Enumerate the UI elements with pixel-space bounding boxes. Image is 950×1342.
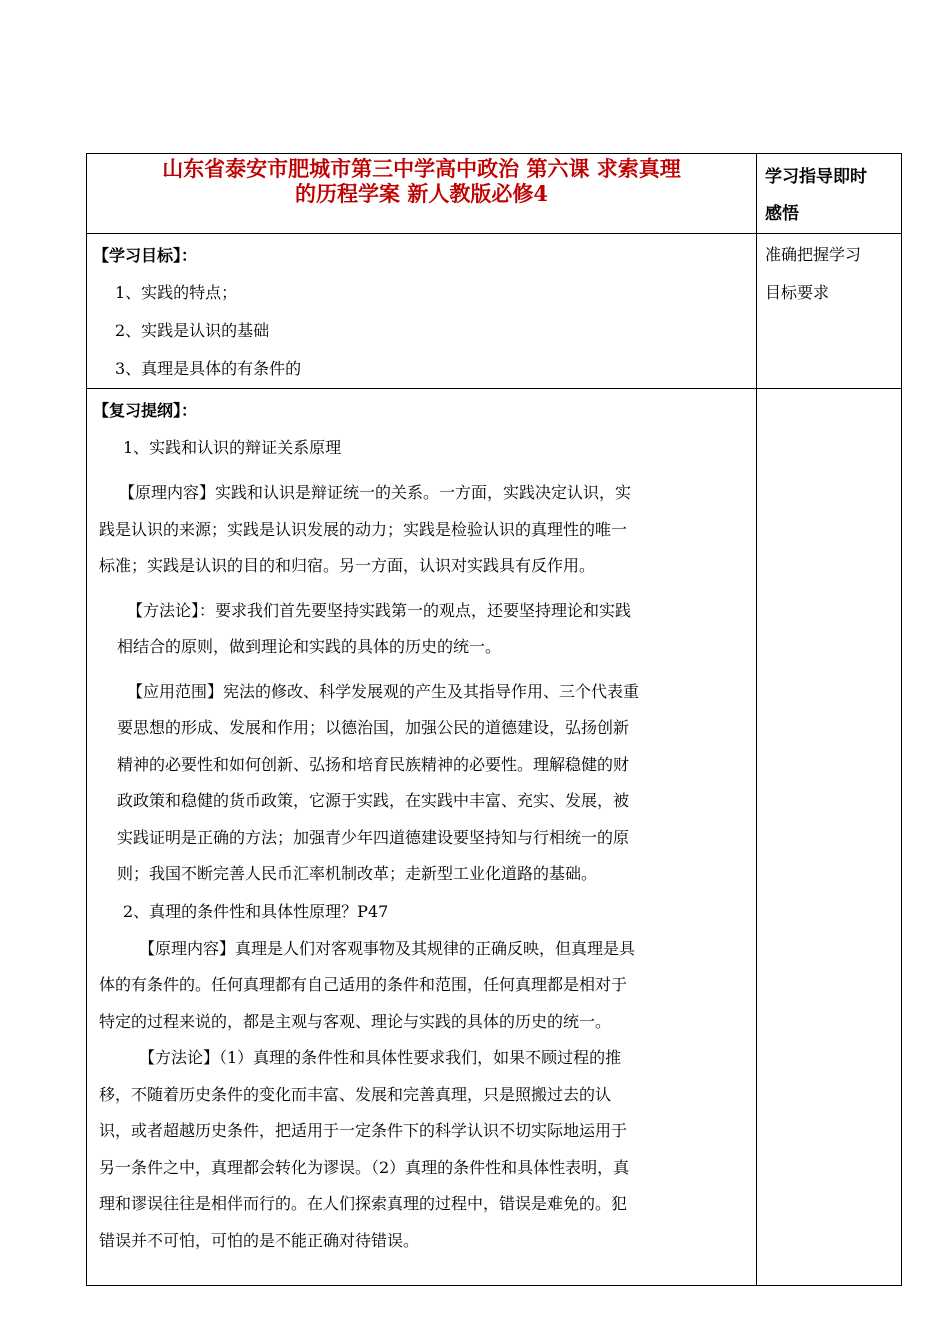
point2-method: 【方法论】（1）真理的条件性和具体性要求我们，如果不顾过程的推 移，不随着历史条件的变化而丰富、发展和完善真理，只是照搬过去的认 识，或者超越历史条件，把适用于一定条件下的科学认识不切实际地运用于 另一条件之中，真理都会转化为谬误。（2）真理的条件性和具体性表明，真 理和谬误往往是相伴而行的。在人们探索真理的过程中，错误是难免的。犯 错误并不可怕，可怕的是不能正确对待错误。 [99, 1048, 630, 1250]
review-row [87, 389, 902, 1286]
objectives-side-note: 准确把握学习 目标要求 [757, 234, 902, 389]
objectives-cell [87, 234, 757, 389]
objective-item: 1、实践的特点； [115, 283, 238, 302]
point1-method: 【方法论】：要求我们首先要坚持实践第一的观点，还要坚持理论和实践 相结合的原则，做到理论和实践的具体的历史的统一。 [117, 600, 632, 656]
point2-title: 2、真理的条件性和具体性原理？P47 [123, 901, 389, 921]
point1-application: 【应用范围】宪法的修改、科学发展观的产生及其指导作用、三个代表重 要思想的形成、发展和作用；以德治国，加强公民的道德建设，弘扬创新 精神的必要性和如何创新、弘扬和培育民族精神的必要性。理解稳健的财 政政策和稳健的货币政策，它源于实践，在实践中丰富、充实、发展，被 实践证明是正确的方法；加强青少年四道德建设要坚持知与行相统一的原 则；我国不断完善人民币汇率机制改革；走新型工业化道路的基础。 [117, 681, 640, 883]
review-side-cell [757, 389, 902, 1286]
objectives-row [87, 234, 902, 389]
document-title [87, 154, 757, 234]
objective-item: 3、真理是具体的有条件的 [115, 359, 302, 378]
title-line-2: 的历程学案 新人教版必修4 [295, 181, 548, 206]
review-heading: 【复习提纲】： [93, 401, 198, 420]
title-line-1: 山东省泰安市肥城市第三中学高中政治 第六课 求索真理 [162, 156, 681, 181]
point1-principle: 【原理内容】实践和认识是辩证统一的关系。一方面，实践决定认识，实 践是认识的来源；实践是认识发展的动力；实践是检验认识的真理性的唯一 标准；实践是认识的目的和归宿。另一方面，认识对实践具有反作用。 [99, 483, 632, 575]
objective-item: 2、实践是认识的基础 [115, 321, 270, 340]
objectives-heading: 【学习目标】： [93, 246, 198, 265]
lesson-plan-table [86, 153, 902, 1286]
header-row [87, 154, 902, 234]
side-column-title: 学习指导即时 感悟 [757, 154, 902, 234]
point1-title: 1、实践和认识的辩证关系原理 [123, 438, 342, 457]
point2-principle: 【原理内容】真理是人们对客观事物及其规律的正确反映，但真理是具 体的有条件的。任何真理都有自己适用的条件和范围，任何真理都是相对于 特定的过程来说的，都是主观与客观、理论与实践的具体的历史的统一。 [99, 938, 636, 1031]
review-cell [87, 389, 757, 1286]
